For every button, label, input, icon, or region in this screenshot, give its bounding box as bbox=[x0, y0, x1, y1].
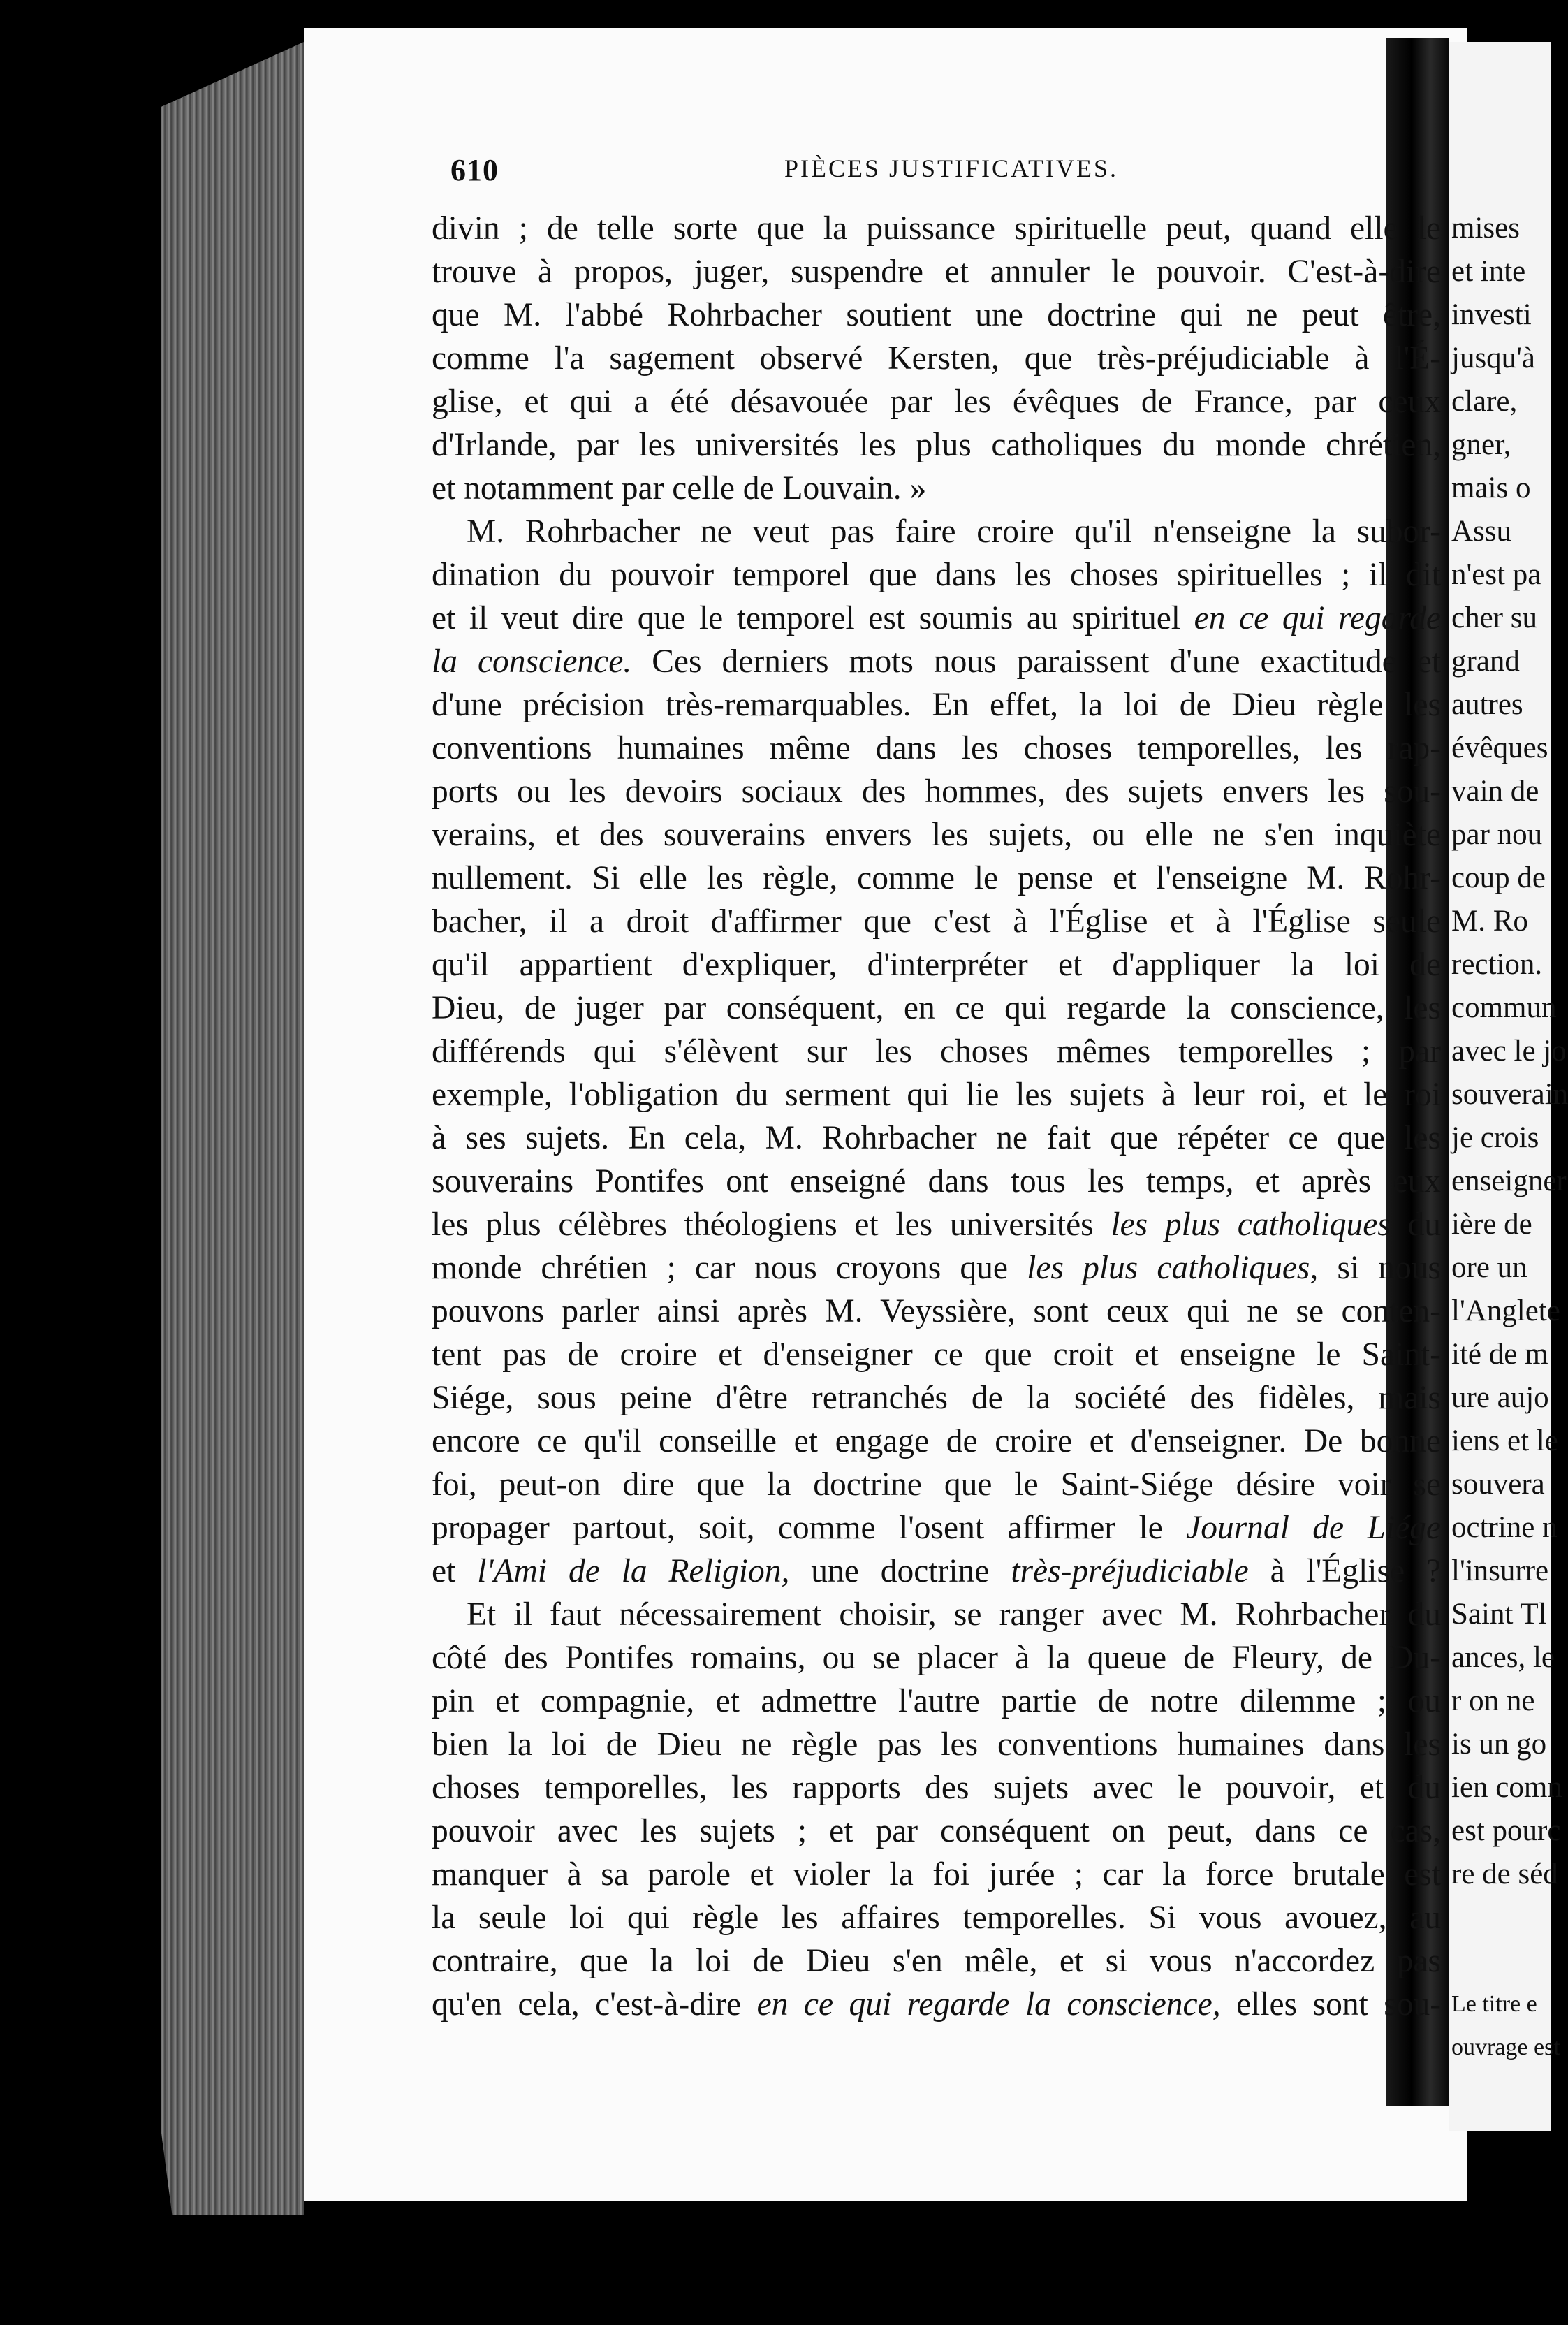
text-fragment: elles sont sou- bbox=[1236, 1986, 1442, 2022]
page-number: 610 bbox=[450, 153, 499, 187]
text-line: côté des Pontifes romains, ou se placer à la queue de Fleury, de Du- bbox=[432, 1640, 1441, 1676]
text-line: exemple, l'obligation du serment qui lie les sujets à leur roi, et le roi bbox=[432, 1077, 1441, 1113]
facing-page-line: Assu bbox=[1451, 515, 1512, 548]
facing-page-line: je crois bbox=[1451, 1121, 1539, 1154]
text-fragment: propager partout, soit, comme l'osent affirmer le bbox=[432, 1510, 1163, 1546]
text-line: ports ou les devoirs sociaux des hommes, des sujets envers les sou- bbox=[432, 773, 1441, 810]
facing-page-line: grand bbox=[1451, 645, 1520, 678]
text-line bbox=[432, 1246, 1441, 1290]
facing-page-line: souvera bbox=[1451, 1468, 1545, 1501]
facing-page-line: ité de m bbox=[1451, 1338, 1548, 1371]
facing-page-line: mais o bbox=[1451, 472, 1531, 504]
text-line bbox=[432, 1203, 1441, 1246]
text-fragment: monde chrétien ; car nous croyons que bbox=[432, 1250, 1009, 1286]
facing-page-line: par nou bbox=[1451, 818, 1543, 851]
text-line: la seule loi qui règle les affaires temporelles. Si vous avouez, au bbox=[432, 1900, 1441, 1936]
text-line: encore ce qu'il conseille et engage de croire et d'enseigner. De bonne bbox=[432, 1423, 1441, 1459]
text-fragment: et il veut dire que le temporel est soumis au spirituel bbox=[432, 600, 1180, 636]
page-header bbox=[450, 152, 1442, 194]
italic-fragment: en ce qui regarde bbox=[1194, 600, 1442, 636]
text-fragment: les plus célèbres théologiens et les universités bbox=[432, 1207, 1094, 1243]
text-fragment: du bbox=[1407, 1207, 1441, 1243]
facing-page-line: investi bbox=[1451, 298, 1532, 331]
facing-page-line: enseigner bbox=[1451, 1165, 1567, 1197]
running-head: PIÈCES JUSTIFICATIVES. bbox=[784, 154, 1119, 182]
facing-page-line: r on ne bbox=[1451, 1684, 1535, 1717]
facing-page-line: iens et le bbox=[1451, 1424, 1558, 1457]
facing-page-line: autres bbox=[1451, 688, 1523, 721]
text-line: comme l'a sagement observé Kersten, que très-préjudiciable à l'É- bbox=[432, 340, 1441, 377]
italic-fragment: la conscience. bbox=[432, 643, 632, 680]
text-line: Dieu, de juger par conséquent, en ce qui regarde la conscience, les bbox=[432, 990, 1441, 1026]
text-line: manquer à sa parole et violer la foi jurée ; car la force brutale est bbox=[432, 1856, 1441, 1893]
italic-fragment: en ce qui regarde la conscience, bbox=[756, 1986, 1221, 2022]
facing-page-line: octrine n bbox=[1451, 1511, 1558, 1544]
text-line: pouvons parler ainsi après M. Veyssière, sont ceux qui ne se conten- bbox=[432, 1293, 1441, 1329]
text-fragment: à l'Église ? bbox=[1270, 1553, 1442, 1589]
text-fragment: une doctrine bbox=[811, 1553, 990, 1589]
text-line: trouve à propos, juger, suspendre et annuler le pouvoir. C'est-à-dire bbox=[432, 254, 1441, 290]
facing-page-line: rection. bbox=[1451, 948, 1543, 981]
text-line: et notamment par celle de Louvain. » bbox=[432, 470, 927, 506]
facing-page-line bbox=[1451, 1896, 1563, 1939]
facing-page-line: is un go bbox=[1451, 1728, 1547, 1761]
text-line: dination du pouvoir temporel que dans les choses spirituelles ; il dit bbox=[432, 557, 1441, 593]
italic-fragment: les plus catholiques, bbox=[1027, 1250, 1319, 1286]
facing-page-line: gner, bbox=[1451, 428, 1511, 461]
facing-page-line: cher su bbox=[1451, 602, 1537, 634]
facing-page-line: souverain bbox=[1451, 1078, 1568, 1111]
facing-page-line: l'insurre bbox=[1451, 1554, 1549, 1587]
facing-page-line bbox=[1451, 1939, 1563, 1983]
text-line: pin et compagnie, et admettre l'autre partie de notre dilemme ; ou bbox=[432, 1683, 1441, 1719]
text-line bbox=[432, 1550, 1441, 1593]
text-line: verains, et des souverains envers les sujets, ou elle ne s'en inquiète bbox=[432, 817, 1441, 853]
text-line: conventions humaines même dans les choses temporelles, les rap- bbox=[432, 730, 1441, 766]
facing-page-line: coup de bbox=[1451, 861, 1546, 894]
body-text bbox=[432, 207, 1441, 2026]
text-line: Siége, sous peine d'être retranchés de la société des fidèles, mais bbox=[432, 1380, 1441, 1416]
text-fragment: et bbox=[432, 1553, 456, 1589]
text-fragment: Ces derniers mots nous paraissent d'une exactitude et bbox=[652, 643, 1442, 680]
text-line: divin ; de telle sorte que la puissance spirituelle peut, quand elle le bbox=[432, 210, 1441, 247]
italic-fragment: Journal de Liége bbox=[1186, 1510, 1442, 1546]
facing-page-line: avec le jo bbox=[1451, 1035, 1567, 1067]
text-line: bien la loi de Dieu ne règle pas les conventions humaines dans les bbox=[432, 1726, 1441, 1763]
facing-page-line: Saint Tl bbox=[1451, 1598, 1547, 1631]
text-line: que M. l'abbé Rohrbacher soutient une doctrine qui ne peut être, bbox=[432, 297, 1441, 333]
facing-page-line: M. Ro bbox=[1451, 905, 1528, 938]
facing-page-line: et inte bbox=[1451, 255, 1526, 288]
text-line: bacher, il a droit d'affirmer que c'est à l'Église et à l'Église seule bbox=[432, 903, 1441, 940]
facing-page-line: ure aujo bbox=[1451, 1381, 1549, 1414]
text-line: différends qui s'élèvent sur les choses mêmes temporelles ; par bbox=[432, 1033, 1441, 1070]
text-line bbox=[432, 1983, 1441, 2026]
italic-fragment: l'Ami de la Religion, bbox=[477, 1553, 790, 1589]
italic-fragment: très-préjudiciable bbox=[1011, 1553, 1249, 1589]
text-line: qu'il appartient d'expliquer, d'interpréter et d'appliquer la loi de bbox=[432, 947, 1441, 983]
facing-page-line: n'est pa bbox=[1451, 558, 1541, 591]
text-line bbox=[432, 597, 1441, 640]
text-line: tent pas de croire et d'enseigner ce que croit et enseigne le Saint- bbox=[432, 1336, 1441, 1373]
facing-page-line: est pourc bbox=[1451, 1814, 1561, 1847]
text-line: Et il faut nécessairement choisir, se ranger avec M. Rohrbacher du bbox=[467, 1596, 1441, 1633]
text-line: à ses sujets. En cela, M. Rohrbacher ne fait que répéter ce que les bbox=[432, 1120, 1441, 1156]
facing-page-line: ien comn bbox=[1451, 1771, 1562, 1804]
text-line: pouvoir avec les sujets ; et par conséquent on peut, dans ce cas, bbox=[432, 1813, 1441, 1849]
facing-page-line: clare, bbox=[1451, 385, 1518, 418]
text-line: contraire, que la loi de Dieu s'en mêle, et si vous n'accordez pas bbox=[432, 1943, 1441, 1979]
text-line bbox=[432, 1506, 1441, 1550]
facing-page-line: jusqu'à bbox=[1451, 342, 1536, 374]
facing-page-line: ore un bbox=[1451, 1251, 1527, 1284]
text-line: M. Rohrbacher ne veut pas faire croire qu'il n'enseigne la subor- bbox=[467, 513, 1441, 550]
text-line: souverains Pontifes ont enseigné dans tous les temps, et après eux bbox=[432, 1163, 1441, 1200]
text-line: d'une précision très-remarquables. En effet, la loi de Dieu règle les bbox=[432, 687, 1441, 723]
text-line: d'Irlande, par les universités les plus catholiques du monde chrétien, bbox=[432, 427, 1441, 463]
text-line: foi, peut-on dire que la doctrine que le Saint-Siége désire voir se bbox=[432, 1466, 1441, 1503]
facing-page-line: Le titre e bbox=[1451, 1991, 1537, 2017]
facing-page-line: ouvrage est bbox=[1451, 2034, 1560, 2060]
facing-page-line: re de séd bbox=[1451, 1858, 1558, 1890]
facing-page-line: ière de bbox=[1451, 1208, 1532, 1241]
text-line: nullement. Si elle les règle, comme le pense et l'enseigne M. Rohr- bbox=[432, 860, 1441, 896]
italic-fragment: les plus catholiques bbox=[1111, 1207, 1391, 1243]
text-fragment: si nous bbox=[1337, 1250, 1442, 1286]
facing-page-line: mises bbox=[1451, 212, 1520, 245]
facing-page-line: l'Anglete bbox=[1451, 1295, 1560, 1327]
facing-page-text bbox=[1451, 207, 1568, 2069]
facing-page-line: ances, le bbox=[1451, 1641, 1555, 1674]
book-fore-edge bbox=[161, 42, 304, 2215]
facing-page-line: vain de bbox=[1451, 775, 1539, 808]
text-line: choses temporelles, les rapports des sujets avec le pouvoir, et du bbox=[432, 1770, 1441, 1806]
text-fragment: qu'en cela, c'est-à-dire bbox=[432, 1986, 742, 2022]
text-line bbox=[432, 640, 1441, 683]
facing-page-line: évêques bbox=[1451, 731, 1548, 764]
facing-page-line: commun bbox=[1451, 991, 1557, 1024]
text-line: glise, et qui a été désavouée par les évêques de France, par ceux bbox=[432, 384, 1441, 420]
